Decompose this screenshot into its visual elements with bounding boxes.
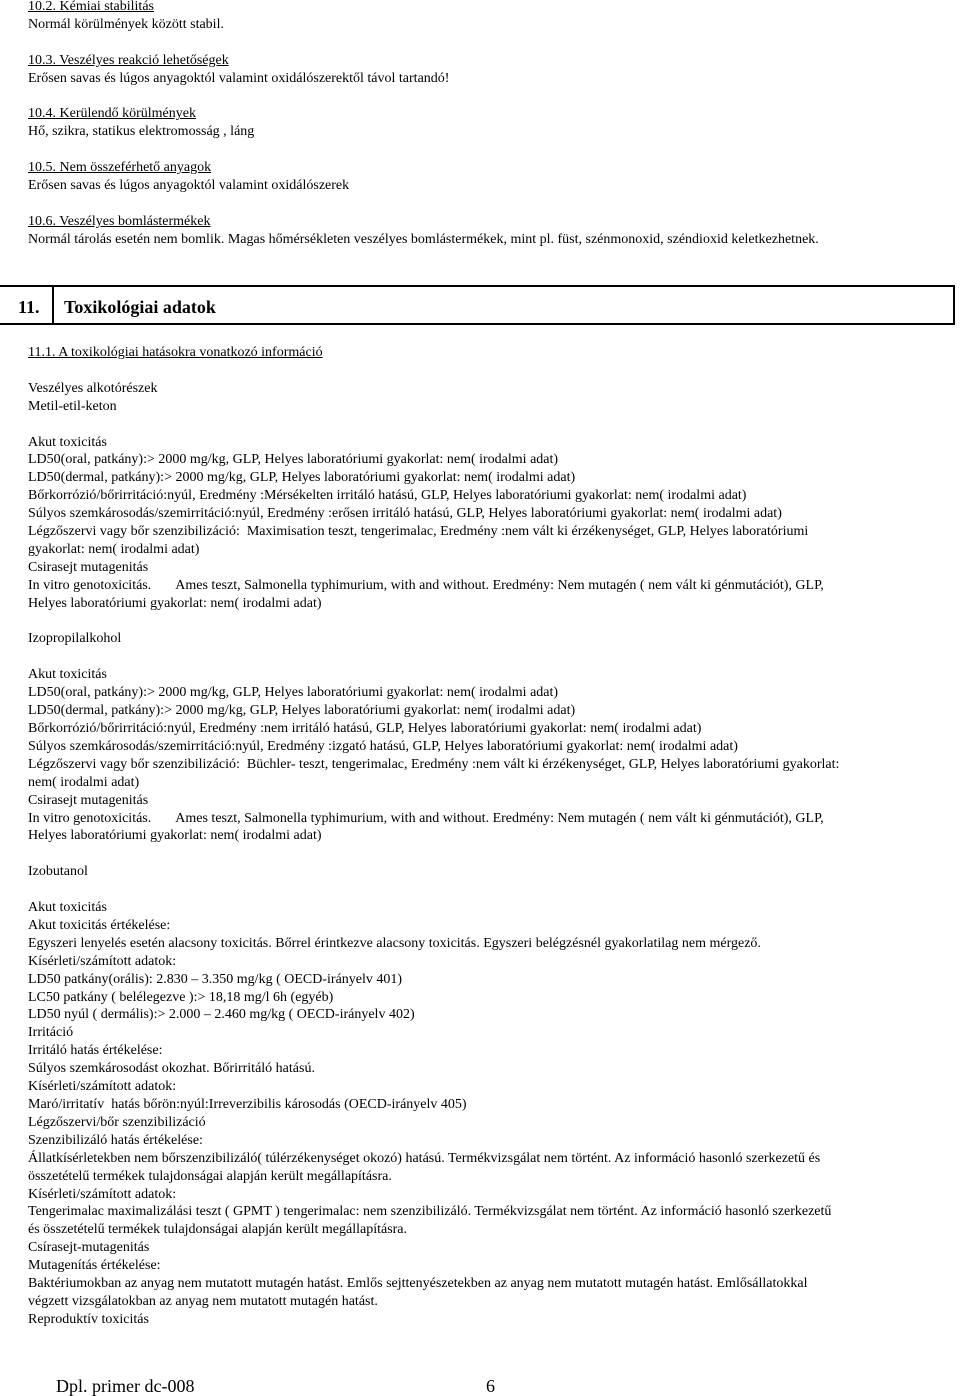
substance-name: Izobutanol (28, 864, 88, 880)
tox-line: LD50 nyúl ( dermális):> 2.000 – 2.460 mg/kg ( OECD-irányelv 402) (28, 1007, 415, 1023)
tox-line: és összetételű termékek tulajdonságai alapján került megállapításra. (28, 1222, 408, 1238)
tox-line: LD50(dermal, patkány):> 2000 mg/kg, GLP, Helyes laboratóriumi gyakorlat: nem( irodalmi adat) (28, 703, 576, 719)
acute-toxicity-heading: Akut toxicitás (28, 667, 107, 683)
acute-toxicity-heading: Akut toxicitás (28, 434, 107, 450)
page-footer (56, 1376, 495, 1396)
tox-line: Egyszeri lenyelés esetén alacsony toxicitás. Bőrrel érintkezve alacsony toxicitás. Egyszeri belégzésnél gyakorlatilag nem mérgező. (28, 935, 761, 951)
tox-line: Akut toxicitás értékelése: (28, 917, 171, 933)
section-10 (28, 0, 819, 249)
document-code: Dpl. primer dc-008 (56, 1376, 195, 1396)
tox-line-value: Ames teszt, Salmonella typhimurium, with and without. Eredmény: Nem mutagén ( nem vált ki génmutációt), GLP, (175, 577, 824, 593)
tox-line: Akut toxicitás (28, 900, 107, 915)
tox-line: Súlyos szemkárosodás/szemirritáció:nyúl, Eredmény :izgató hatású, GLP, Helyes laboratóriumi gyakorlat: nem( irodalmi adat) (28, 738, 738, 754)
substance-name: Metil-etil-keton (28, 398, 117, 414)
tox-line-label: In vitro genotoxicitás. (28, 577, 152, 593)
hazardous-components-heading: Veszélyes alkotórészek (28, 380, 158, 396)
tox-line: Helyes laboratóriumi gyakorlat: nem( irodalmi adat) (28, 828, 322, 844)
tox-line: Csirasejt mutagenitás (28, 792, 149, 808)
heading-10-3: 10.3. Veszélyes reakció lehetőségek (28, 52, 229, 68)
section-11-body (28, 344, 839, 1329)
tox-line: Irritáló hatás értékelése: (28, 1043, 163, 1059)
tox-line: nem( irodalmi adat) (28, 774, 140, 790)
tox-line (28, 810, 839, 828)
tox-line: Súlyos szemkárosodást okozhat. Bőrirritáló hatású. (28, 1061, 315, 1077)
tox-line: LD50 patkány(orális): 2.830 – 3.350 mg/kg ( OECD-irányelv 401) (28, 971, 403, 987)
text-10-4: Hő, szikra, statikus elektromosság , láng (28, 124, 255, 140)
isobutanol-details (28, 899, 839, 1329)
tox-line: Állatkísérletekben nem bőrszenzibilizáló( túlérzékenységet okozó) hatású. Termékvizsgálat nem történt. Az információ hasonló szerkezetű és (28, 1150, 821, 1166)
tox-line: Bőrkorrózió/bőrirritáció:nyúl, Eredmény :nem irritáló hatású, GLP, Helyes laboratóriumi gyakorlat: nem( irodalmi adat) (28, 720, 702, 736)
text-10-6: Normál tárolás esetén nem bomlik. Magas hőmérsékleten veszélyes bomlástermékek, mint pl. füst, szénmonoxid, széndioxid keletkezhetnek. (28, 231, 819, 247)
tox-line: Tengerimalac maximalizálási teszt ( GPMT ) tengerimalac: nem szenzibilizáló. Termékvizsgálat nem történt. Az információ hasonló szerkezetű (28, 1204, 832, 1220)
tox-line: Baktériumokban az anyag nem mutatott mutagén hatást. Emlős sejttenyészetekben az anyag nem mutatott mutagén hatást. Emlősállatokkal (28, 1276, 808, 1292)
tox-line: Kísérleti/számított adatok: (28, 1079, 177, 1095)
tox-line: Kísérleti/számított adatok: (28, 953, 177, 969)
tox-line: Mutagenítás értékelése: (28, 1258, 161, 1274)
heading-10-2: 10.2. Kémiai stabilitás (28, 0, 154, 14)
tox-line-label: In vitro genotoxicitás. (28, 810, 152, 826)
tox-line: LD50(oral, patkány):> 2000 mg/kg, GLP, Helyes laboratóriumi gyakorlat: nem( irodalmi adat) (28, 685, 559, 701)
tox-line: Bőrkorrózió/bőrirritáció:nyúl, Eredmény :Mérsékelten irritáló hatású, GLP, Helyes laboratóriumi gyakorlat: nem( irodalmi adat) (28, 488, 747, 504)
section-number: 11. (18, 297, 40, 317)
tox-line: Kísérleti/számított adatok: (28, 1186, 177, 1202)
tox-line: Csirasejt mutagenitás (28, 559, 149, 575)
tox-line-value: Ames teszt, Salmonella typhimurium, with and without. Eredmény: Nem mutagén ( nem vált ki génmutációt), GLP, (175, 810, 824, 826)
text-10-3: Erősen savas és lúgos anyagoktól valamint oxidálószerektől távol tartandó! (28, 70, 450, 86)
section-11-header (0, 285, 955, 325)
tox-line: LC50 patkány ( belélegezve ):> 18,18 mg/l 6h (egyéb) (28, 989, 334, 1005)
text-10-5: Erősen savas és lúgos anyagoktól valamint oxidálószerek (28, 178, 350, 194)
substance-name: Izopropilalkohol (28, 631, 122, 647)
tox-line: végzett vizsgálatokban az anyag nem mutatott mutagén hatást. (28, 1293, 378, 1309)
tox-line: Légzőszervi vagy bőr szenzibilizáció: Büchler- teszt, tengerimalac, Eredmény :nem vált ki érzékenységet, GLP, Helyes laboratóriumi gyakorlat: (28, 756, 840, 772)
text-10-2: Normál körülmények között stabil. (28, 16, 224, 32)
heading-10-4: 10.4. Kerülendő körülmények (28, 106, 196, 122)
tox-line: gyakorlat: nem( irodalmi adat) (28, 541, 200, 557)
heading-11-1: 11.1. A toxikológiai hatásokra vonatkozó információ (28, 345, 323, 360)
section-divider (52, 287, 54, 323)
tox-line: Csírasejt-mutagenitás (28, 1240, 150, 1256)
tox-line: Irritáció (28, 1025, 74, 1041)
tox-line: Maró/irritatív hatás bőrön:nyúl:Irreverzibilis károsodás (OECD-irányelv 405) (28, 1096, 467, 1112)
tox-line (28, 577, 839, 595)
tox-line: Reproduktív toxicitás (28, 1311, 149, 1327)
tox-line: Légzőszervi vagy bőr szenzibilizáció: Maximisation teszt, tengerimalac, Eredmény :nem vált ki érzékenységet, GLP, Helyes laboratóriumi (28, 524, 809, 540)
tox-line: összetételű termékek tulajdonságai alapján került megállapításra. (28, 1168, 392, 1184)
tox-line: Légzőszervi/bőr szenzibilizáció (28, 1114, 206, 1130)
tox-line: LD50(oral, patkány):> 2000 mg/kg, GLP, Helyes laboratóriumi gyakorlat: nem( irodalmi adat) (28, 452, 559, 468)
tox-line: Súlyos szemkárosodás/szemirritáció:nyúl, Eredmény :erősen irritáló hatású, GLP, Helyes laboratóriumi gyakorlat: nem( irodalmi adat) (28, 506, 782, 522)
heading-10-5: 10.5. Nem összeférhető anyagok (28, 160, 212, 176)
page-number: 6 (486, 1376, 495, 1396)
heading-10-6: 10.6. Veszélyes bomlástermékek (28, 213, 211, 229)
section-title: Toxikológiai adatok (64, 297, 216, 317)
tox-line: Szenzibilizáló hatás értékelése: (28, 1132, 203, 1148)
tox-line: Helyes laboratóriumi gyakorlat: nem( irodalmi adat) (28, 595, 322, 611)
tox-line: LD50(dermal, patkány):> 2000 mg/kg, GLP, Helyes laboratóriumi gyakorlat: nem( irodalmi adat) (28, 470, 576, 486)
